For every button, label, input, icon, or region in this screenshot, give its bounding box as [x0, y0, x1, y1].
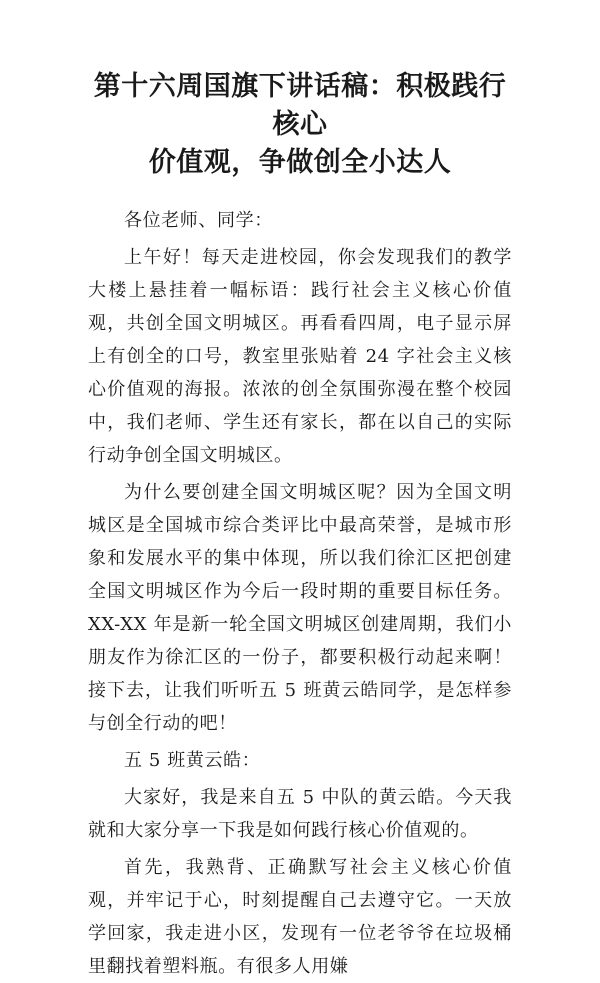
- document-title: [88, 68, 512, 182]
- body-paragraph-why: 为什么要创建全国文明城区呢？因为全国文明城区是全国城市综合类评比中最高荣誉，是城市形象和发展水平的集中体现，所以我们徐汇区把创建全国文明城区作为今后一段时期的重要目标任务。XX-XX 年是新一轮全国文明城区创建周期，我们小朋友作为徐汇区的一份子，都要积极行动起来啊！接下去，让我们听听五 5 班黄云皓同学，是怎样参与创全行动的吧！: [88, 482, 512, 734]
- body-paragraph-intro: 上午好！每天走进校园，你会发现我们的教学大楼上悬挂着一幅标语：践行社会主义核心价值观，共创全国文明城区。再看看四周，电子显示屏上有创全的口号，教室里张贴着 24 字社会主义核心价值观的海报。浓浓的创全氛围弥漫在整个校园中，我们老师、学生还有家长，都在以自己的实际行动争创全国文明城区。: [88, 247, 512, 466]
- greeting-paragraph: 各位老师、同学：: [124, 210, 273, 231]
- title-line-1: 第十六周国旗下讲话稿：积极践行核心: [93, 71, 507, 140]
- body-paragraph-speech-first: 首先，我熟背、正确默写社会主义核心价值观，并牢记于心，时刻提醒自己去遵守它。一天放学回家，我走进小区，发现有一位老爷爷在垃圾桶里翻找着塑料瓶。有很多人用嫌: [88, 857, 512, 977]
- body-paragraph-speech-opening: 大家好，我是来自五 5 中队的黄云皓。今天我就和大家分享一下我是如何践行核心价值观的。: [88, 787, 512, 841]
- speaker-label: 五 5 班黄云皓：: [124, 750, 261, 771]
- title-line-2: 价值观，争做创全小达人: [148, 147, 452, 178]
